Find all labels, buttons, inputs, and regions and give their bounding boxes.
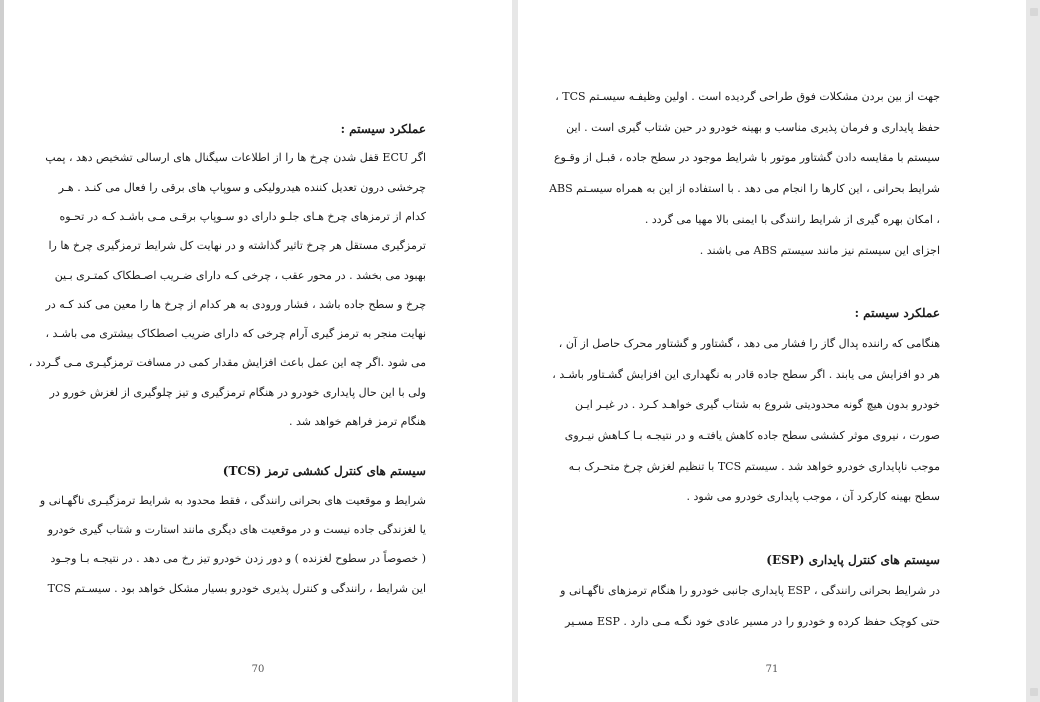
- text-line: صورت ، نیروی موثر کششی سطح جاده کاهش یافتـه و در نتیجـه بـا کـاهش نیـروی: [564, 429, 940, 442]
- text-line: جهت از بین بردن مشکلات فوق طراحی گردیده است . اولین وظیفـه سیسـتم TCS ،: [555, 90, 940, 103]
- text-line: اگر ECU قفل شدن چرخ ها را از اطلاعات سیگنال های ارسالی تشخیص دهد ، پمپ: [45, 151, 426, 165]
- text-line: موجب ناپایداری خودرو خواهد شد . سیستم TCS با تنظیم لغزش چرخ متحـرک بـه: [568, 459, 940, 473]
- text-line: هر دو افزایش می یابند . اگر سطح جاده قادر به نگهداری این افزایش گشـتاور باشـد ،: [552, 367, 940, 381]
- section-heading: سیستم های کنترل پایداری (ESP): [766, 553, 940, 568]
- text-line: هنگام ترمز فراهم خواهد شد .: [288, 415, 426, 428]
- text-line: ( خصوصاً در سطوح لغزنده ) و دور زدن خودرو تیز رخ می دهد . در نتیجـه بـا وجـود: [50, 552, 426, 566]
- section-heading: عملکرد سیستم :: [340, 122, 426, 136]
- text-line: می شود .اگر چه این عمل باعث افزایش مقدار کمی در مسافت ترمزگیـری مـی گـردد ،: [28, 356, 426, 370]
- page-71: [518, 0, 1026, 702]
- text-line: شرایط و موقعیت های بحرانی رانندگی ، فقط محدود به شرایط ترمزگیـری ناگهـانی و: [39, 493, 426, 507]
- scrollbar-up-arrow[interactable]: [1030, 8, 1038, 16]
- text-line: در شرایط بحرانی رانندگی ، ESP پایداری جانبی خودرو را هنگام ترمزهای ناگهـانی و: [560, 583, 940, 597]
- section-heading: سیستم های کنترل کششی ترمز (TCS): [222, 464, 426, 479]
- text-line: ولی با این حال پایداری خودرو در هنگام ترمزگیری و تیز چلوگیری از لغزش خورو در: [49, 385, 426, 399]
- page-number-70: 70: [251, 664, 265, 675]
- text-line: شرایط بحرانی ، این کارها را انجام می دهد . با استفاده از این به همراه سیسـتم ABS: [549, 182, 940, 196]
- text-line: نهایت منجر به ترمز گیری آرام چرخی که دارای ضریب اصطکاک بیشتری می باشـد ،: [45, 327, 426, 341]
- section-heading: عملکرد سیستم :: [854, 306, 940, 321]
- text-line: سطح بهینه کارکرد آن ، موجب پایداری خودرو می شود .: [686, 490, 940, 504]
- text-line: یا لغزندگی جاده نیست و در موقعیت های دیگری مانند استارت و شتاب گیری خودرو: [47, 522, 426, 536]
- text-line: خودرو بدون هیچ گونه محدودیتی شروع به شتاب گیری خواهـد کـرد . در غیـر ایـن: [575, 398, 940, 412]
- text-line: هنگامی که راننده پدال گاز را فشار می دهد ، گشتاور و گشتاور محرک حاصل از آن ،: [558, 336, 940, 350]
- text-line: چرخشی درون تعدیل کننده هیدرولیکی و سوپاپ های برقی را فعال می کنـد . هـر: [58, 180, 426, 194]
- text-line: سیستم با مقایسه دادن گشتاور موتور با شرایط موجود در سطح جاده ، قبـل از وقـوع: [553, 151, 940, 165]
- text-line: حتی کوچک حفظ کرده و خودرو را در مسیر عادی خود نگـه مـی دارد . ESP مسـیر: [565, 614, 940, 628]
- text-line: چرخ و سطح جاده باشد ، فشار ورودی به هر کدام از چرخ ها را معین می کند کـه در: [45, 297, 426, 311]
- text-line: حفظ پایداری و فرمان پذیری مناسب و بهینه خودرو در حین شتاب گیری است . این: [566, 120, 940, 134]
- text-line: اجزای این سیستم نیز مانند سیستم ABS می باشند .: [699, 243, 940, 257]
- text-line: ترمزگیری مستقل هر چرخ تاثیر گذاشته و در نهایت کل شرایط ترمزگیری چرخ ها را: [48, 239, 426, 253]
- text-line: ، امکان بهره گیری از شرایط رانندگی با ایمنی بالا مهیا می گردد .: [644, 212, 940, 226]
- scrollbar-down-arrow[interactable]: [1030, 688, 1038, 696]
- text-line: این شرایط ، رانندگی و کنترل پذیری خودرو بسیار مشکل خواهد بود . سیسـتم TCS: [47, 581, 426, 595]
- text-line: بهبود می بخشد . در محور عقب ، چرخی کـه دارای ضـریب اصـطکاک کمتـری بـین: [54, 268, 426, 282]
- text-line: کدام از ترمزهای چرخ هـای جلـو دارای دو سـوپاپ برقـی مـی باشـد کـه در تحـوه: [59, 209, 426, 223]
- page-number-71: 71: [765, 664, 779, 675]
- page-70: [4, 0, 512, 702]
